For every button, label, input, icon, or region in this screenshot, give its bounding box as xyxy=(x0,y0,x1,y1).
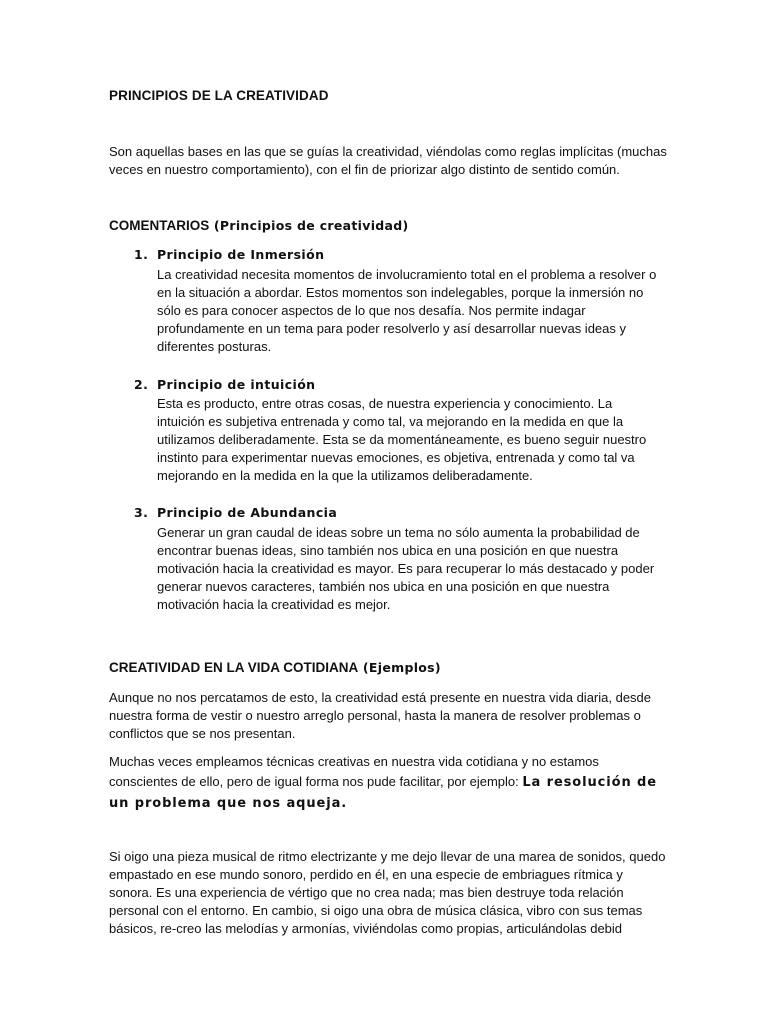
principle-1-body: La creatividad necesita momentos de involucramiento total en el problema a resolver o en la situación a abordar. Estos momentos son indelegables, porque la inmersión no sólo es para conocer aspectos de lo que nos desafía. Nos permite indagar profundamente en un tema para poder resolverlo y así desarrollar nuevas ideas y diferentes posturas. xyxy=(157,267,657,354)
principle-3-heading xyxy=(134,504,337,522)
principle-1-number: 1. xyxy=(134,247,149,262)
example-paragraph: Si oigo una pieza musical de ritmo electrizante y me dejo llevar de una marea de sonidos, quedo empastado en ese mundo sonoro, perdido en él, en una especie de embriagues rítmica y sonora. Es una experiencia de vértigo que no crea nada; mas bien destruye toda relación personal con el entorno. En cambio, si oigo una obra de música clásica, vibro con sus temas básicos, re-creo las melodías y armonías, viviéndolas como propias, articulándolas debid xyxy=(109,849,666,936)
daily-life-heading-rest: (Ejemplos) xyxy=(358,660,441,675)
principle-2-body: Esta es producto, entre otras cosas, de nuestra experiencia y conocimiento. La intuición es subjetiva entrenada y como tal, va mejorando en la medida en que la utilizamos deliberadamente. Esta se da momentáneamente, es bueno seguir nuestro instinto para experimentar nuevas emociones, es objetiva, entrenada y como tal va mejorando en la medida en la que la utilizamos deliberadamente. xyxy=(157,396,647,483)
daily-life-emphasis: La resolución de un problema que nos aqueja. xyxy=(109,775,657,811)
principle-3-body: Generar un gran caudal de ideas sobre un tema no sólo aumenta la probabilidad de encontrar buenas ideas, sino también nos ubica en una posición en que nuestra motivación hacia la creatividad es mayor. Es para recuperar lo más destacado y poder generar nuevos caracteres, también nos ubica en una posición en que nuestra motivación hacia la creatividad es mejor. xyxy=(157,525,655,612)
principle-1-heading xyxy=(134,246,324,264)
principle-2-title: Principio de intuición xyxy=(157,377,316,392)
document-title: PRINCIPIOS DE LA CREATIVIDAD xyxy=(109,88,329,103)
comments-heading-rest: (Principios de creatividad) xyxy=(209,218,409,233)
daily-life-paragraph-2-text: Muchas veces empleamos técnicas creativas en nuestra vida cotidiana y no estamos conscientes de ello, pero de igual forma nos pude facilitar, por ejemplo: xyxy=(109,754,599,789)
daily-life-heading xyxy=(109,659,441,677)
principle-3-title: Principio de Abundancia xyxy=(157,505,338,520)
principle-2-number: 2. xyxy=(134,377,149,392)
daily-life-heading-main: CREATIVIDAD EN LA VIDA COTIDIANA xyxy=(109,660,359,675)
principle-1-title: Principio de Inmersión xyxy=(157,247,325,262)
principle-3-number: 3. xyxy=(134,505,149,520)
daily-life-paragraph-2 xyxy=(109,752,669,814)
daily-life-paragraph-1: Aunque no nos percatamos de esto, la creatividad está presente en nuestra vida diaria, desde nuestra forma de vestir o nuestro arreglo personal, hasta la manera de resolver problemas o conflictos que se nos presentan. xyxy=(109,690,652,741)
principle-2-heading xyxy=(134,376,315,394)
intro-paragraph: Son aquellas bases en las que se guías la creatividad, viéndolas como reglas implícitas (muchas veces en nuestro comportamiento), con el fin de priorizar algo distinto de sentido común. xyxy=(109,144,667,177)
comments-heading xyxy=(109,217,409,235)
comments-heading-main: COMENTARIOS xyxy=(109,218,210,233)
